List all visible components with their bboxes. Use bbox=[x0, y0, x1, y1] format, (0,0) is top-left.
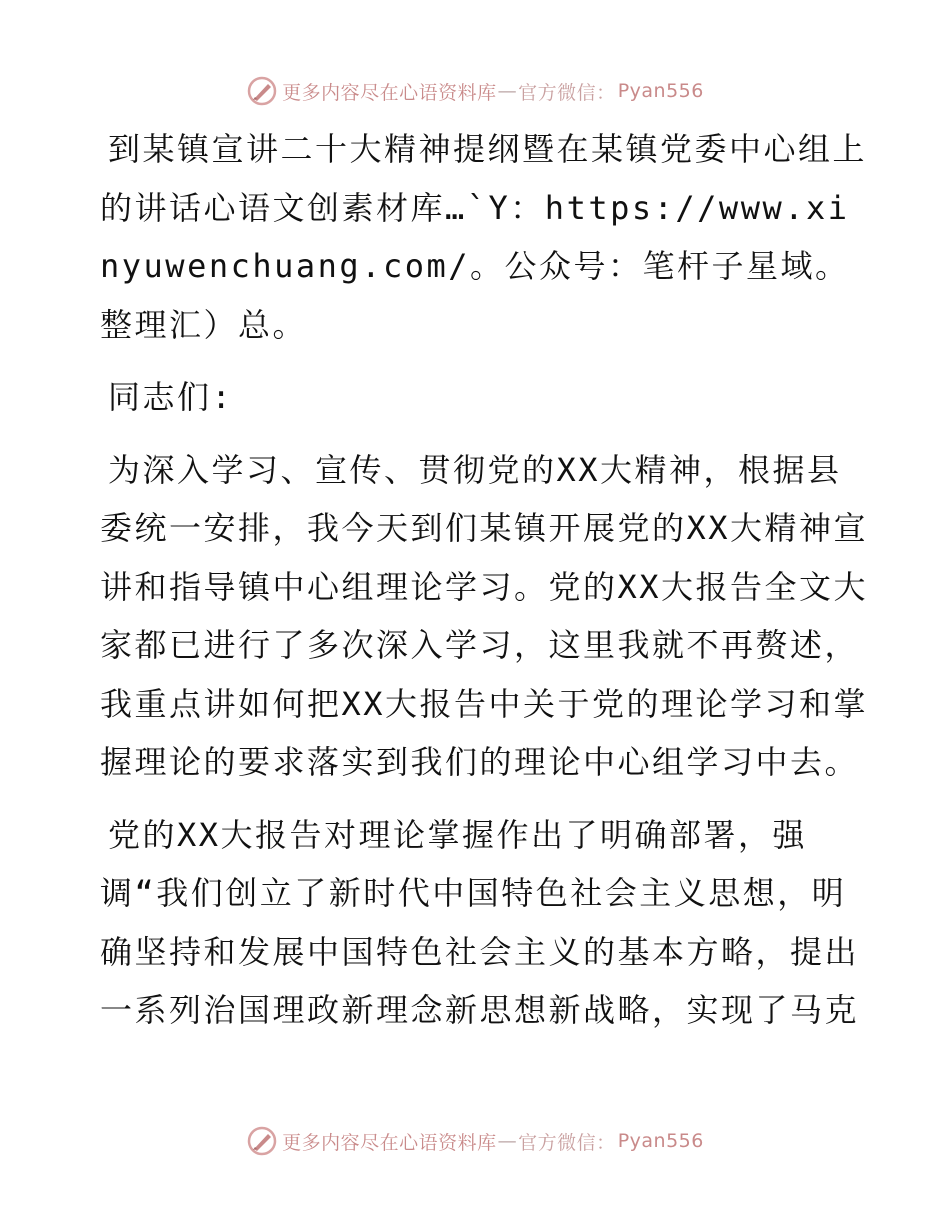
banner-wechat-id: Pyan556 bbox=[617, 80, 704, 102]
pen-logo-icon bbox=[246, 75, 278, 107]
banner-separator: — bbox=[497, 80, 518, 102]
body-paragraph: 为深入学习、宣传、贯彻党的XX大精神，根据县委统一安排，我今天到们某镇开展党的XX大精神宣讲和指导镇中心组理论学习。党的XX大报告全文大家都已进行了多次深入学习，这里我就不再赘述，我重点讲如何把XX大报告中关于党的理论学习和掌握理论的要求落实到我们的理论中心组学习中去。 bbox=[100, 450, 869, 781]
banner-wechat-label: 官方微信： bbox=[518, 1131, 616, 1154]
header-banner bbox=[0, 71, 950, 111]
doc-title-paragraph: 到某镇宣讲二十大精神提纲暨在某镇党委中心组上的讲话心语文创素材库…`Y：https://www.xinyuwenchuang.com/。公众号：笔杆子星域。整理汇）总。 bbox=[100, 130, 868, 344]
body-paragraph: 党的XX大报告对理论掌握作出了明确部署，强调“我们创立了新时代中国特色社会主义思想，明确坚持和发展中国特色社会主义的基本方略，提出一系列治国理政新理念新思想新战略，实现了马克 bbox=[100, 815, 860, 1029]
banner-text: 更多内容尽在心语资料库 bbox=[282, 1131, 497, 1154]
banner-wechat-label: 官方微信： bbox=[518, 81, 616, 104]
banner-separator: — bbox=[497, 1130, 518, 1152]
footer-banner bbox=[0, 1121, 950, 1161]
banner-text: 更多内容尽在心语资料库 bbox=[282, 81, 497, 104]
document-body bbox=[100, 120, 870, 1054]
pen-logo-icon bbox=[246, 1125, 278, 1157]
banner-wechat-id: Pyan556 bbox=[617, 1130, 704, 1152]
greeting-paragraph: 同志们: bbox=[108, 378, 234, 416]
